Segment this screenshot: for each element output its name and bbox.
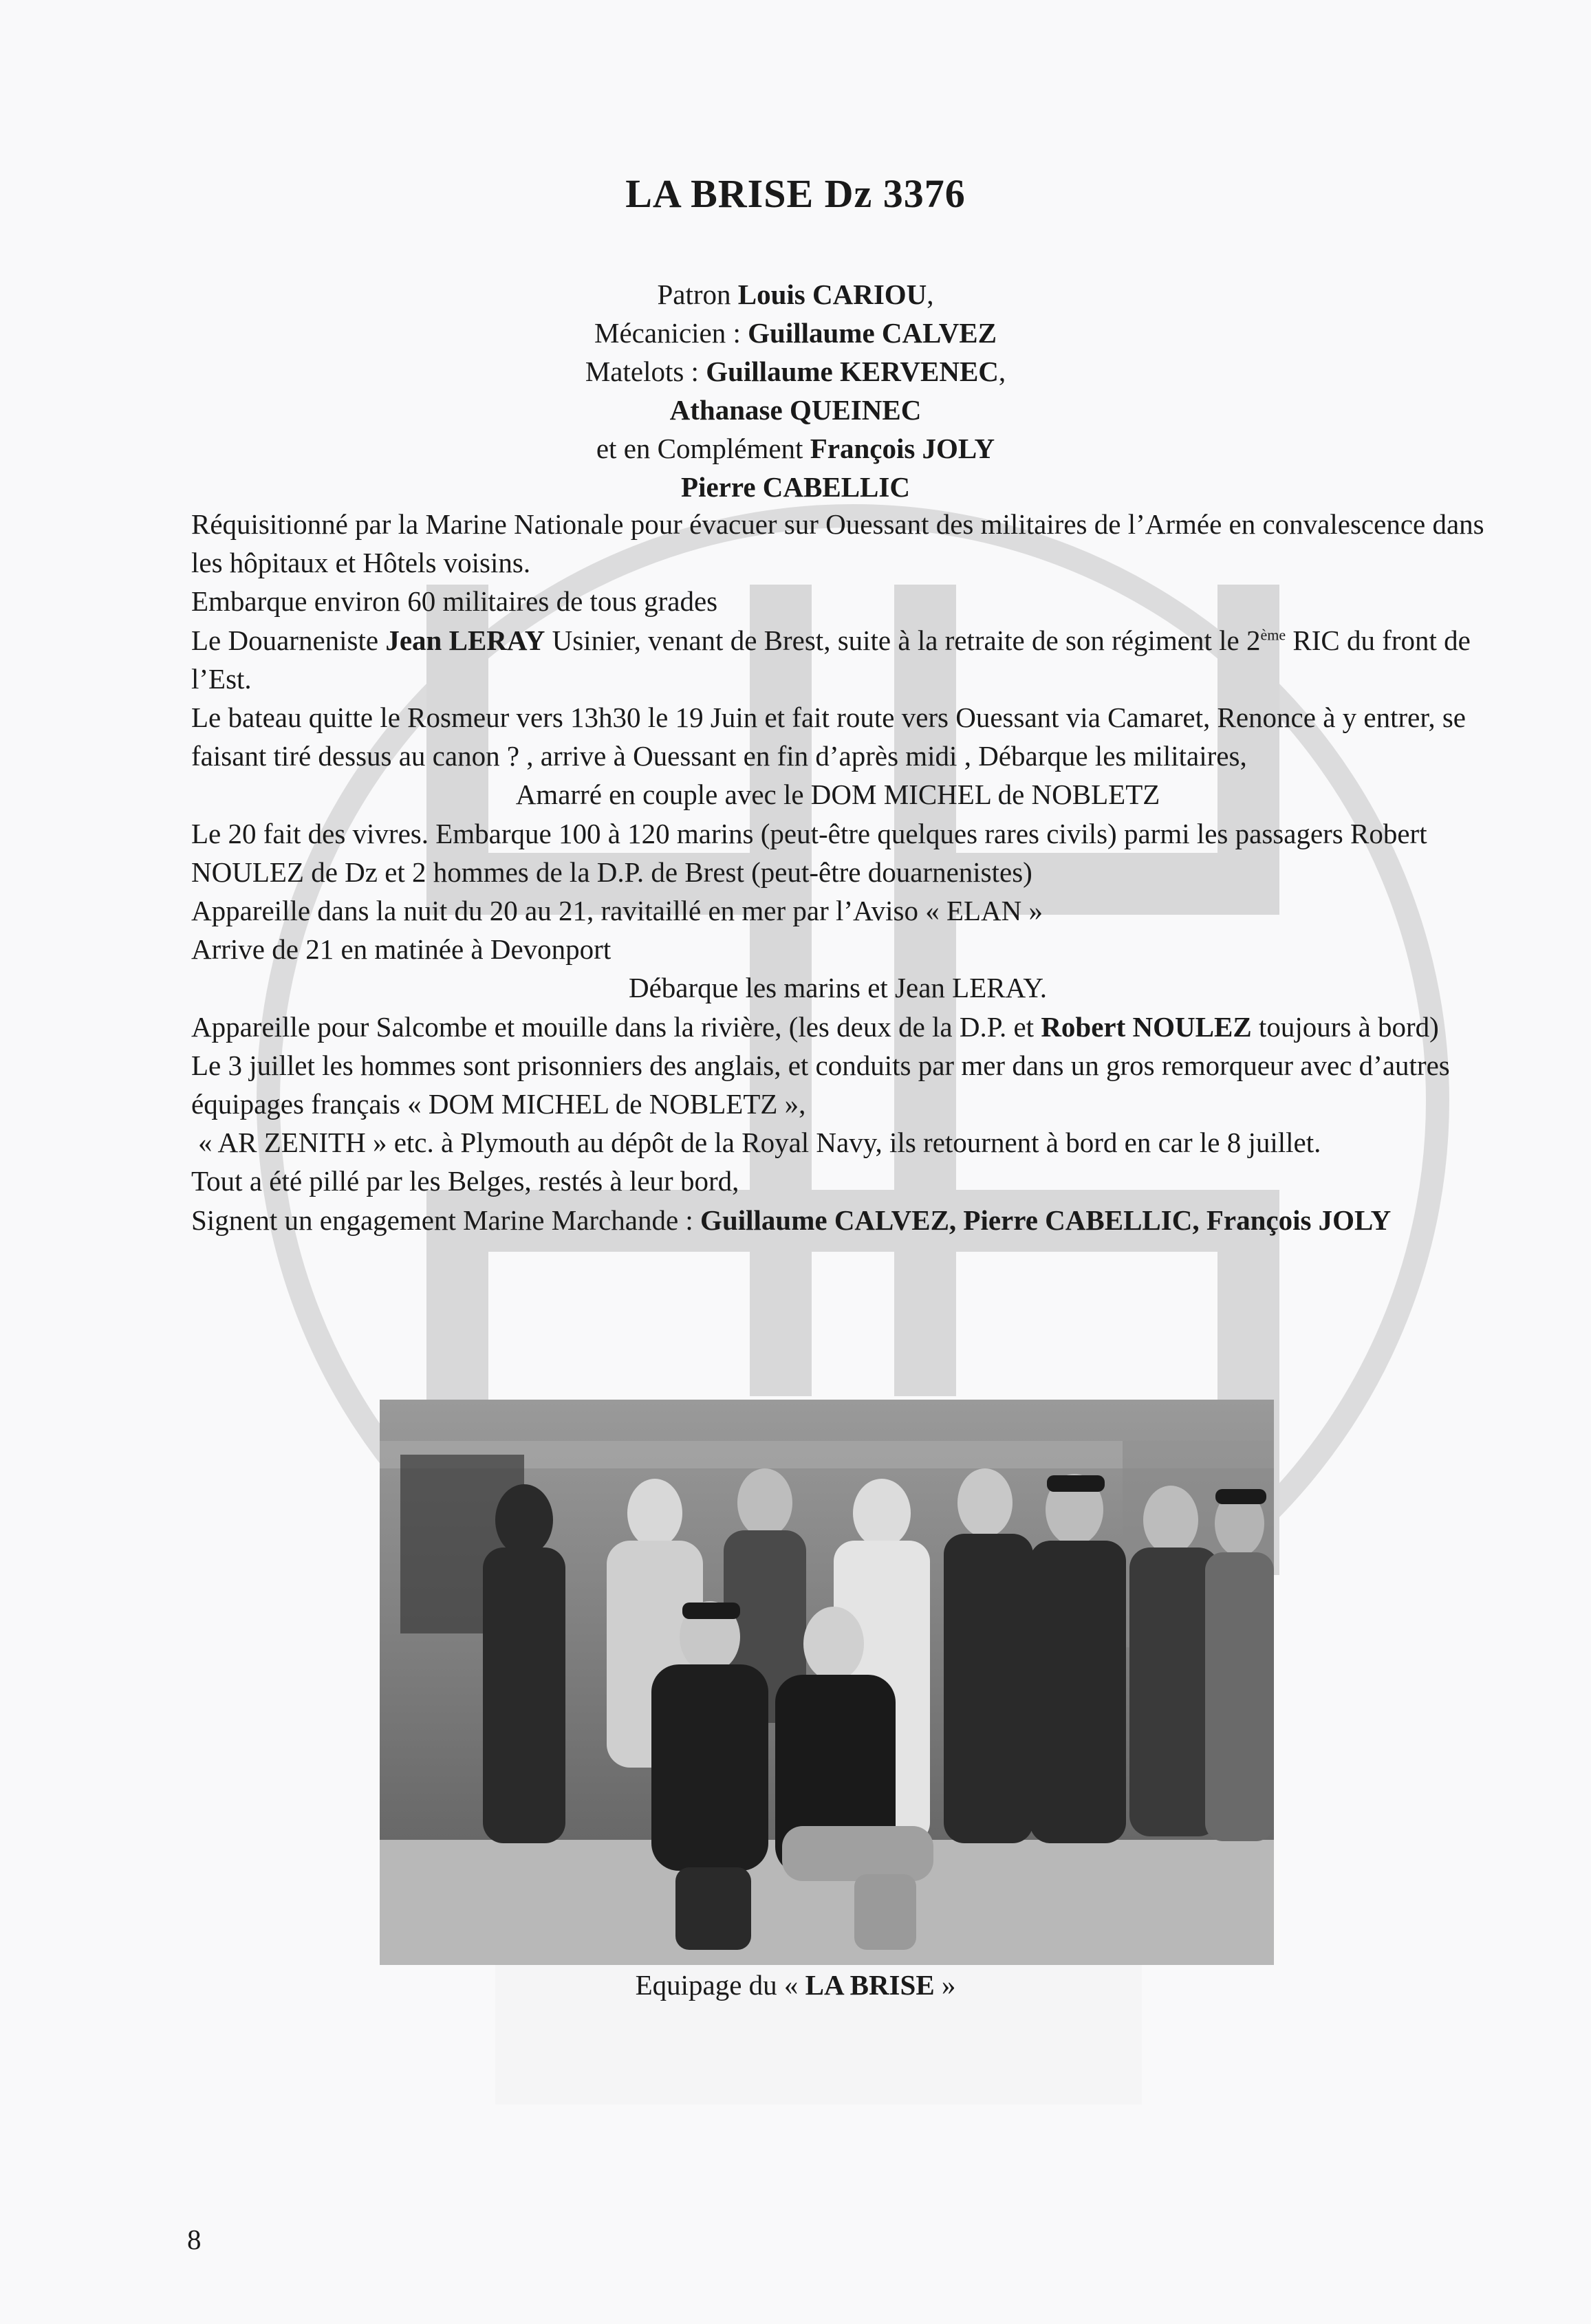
crew-matelot-1 xyxy=(0,352,1591,391)
crew-role-label: Matelots : xyxy=(585,356,706,387)
paragraph: Le bateau quitte le Rosmeur vers 13h30 le 19 Juin et fait route vers Ouessant via Camaret, Renonce à y entrer, se faisant tiré dessus au canon ? , arrive à Ouessant en fin d’après midi , Débarque les militaires, xyxy=(191,702,1466,772)
crew-name: Guillaume KERVENEC xyxy=(706,356,999,387)
paragraph: Le 20 fait des vivres. Embarque 100 à 120 marins (peut-être quelques rares civils) parmi les passagers Robert NOULEZ de Dz et 2 hommes de la D.P. de Brest (peut-être douarnenistes) xyxy=(191,817,1427,888)
person-name: Robert NOULEZ xyxy=(1041,1010,1252,1043)
paragraph xyxy=(191,1008,1484,1046)
page-title: LA BRISE Dz 3376 xyxy=(625,171,966,216)
crew-complement-1 xyxy=(0,429,1591,468)
crew-photo xyxy=(380,1400,1274,1965)
paragraph: Appareille dans la nuit du 20 au 21, ravitaillé en mer par l’Aviso « ELAN » xyxy=(191,895,1043,927)
text-span: RIC du front de l’Est. xyxy=(191,624,1471,695)
paragraph: Tout a été pillé par les Belges, restés à leur bord, xyxy=(191,1165,739,1197)
paragraph-centered: Débarque les marins et Jean LERAY. xyxy=(628,972,1048,1004)
paragraph: Arrive de 21 en matinée à Devonport xyxy=(191,933,611,966)
text-span: Appareille pour Salcombe et mouille dans la rivière, (les deux de la D.P. et xyxy=(191,1010,1041,1043)
paragraph xyxy=(191,621,1484,698)
photo-caption xyxy=(0,1968,1591,2001)
person-name: Jean LERAY xyxy=(385,624,545,656)
paragraph: Embarque environ 60 militaires de tous grades xyxy=(191,585,718,618)
page-number: 8 xyxy=(187,2224,202,2255)
crew-patron xyxy=(0,275,1591,314)
paragraph xyxy=(191,1201,1484,1239)
crew-punctuation: , xyxy=(927,279,934,310)
paragraph: « AR ZENITH » etc. à Plymouth au dépôt de la Royal Navy, ils retournent à bord en car le 8 juillet. xyxy=(198,1127,1321,1159)
crew-role-label: Patron xyxy=(657,279,738,310)
paragraph-centered: Amarré en couple avec le DOM MICHEL de NOBLETZ xyxy=(515,779,1160,811)
superscript: ème xyxy=(1260,625,1286,643)
text-span: Signent un engagement Marine Marchande : xyxy=(191,1204,701,1236)
crew-matelot-2 xyxy=(0,391,1591,429)
crew-role-label: Mécanicien : xyxy=(594,317,748,349)
body-text xyxy=(191,505,1484,1239)
crew-name: Pierre CABELLIC xyxy=(681,471,910,503)
crew-photo-icon xyxy=(380,1400,1274,1965)
paragraph: Le 3 juillet les hommes sont prisonniers des anglais, et conduits par mer dans un gros remorqueur avec d’autres équipages français « DOM MICHEL de NOBLETZ », xyxy=(191,1049,1450,1120)
caption-boat-name: LA BRISE xyxy=(805,1969,935,2001)
paragraph: Réquisitionné par la Marine Nationale pour évacuer sur Ouessant des militaires de l’Armée en convalescence dans les hôpitaux et Hôtels voisins. xyxy=(191,508,1484,579)
text-span: Le Douarneniste xyxy=(191,624,386,656)
crew-complement-2 xyxy=(0,468,1591,506)
text-span: Usinier, venant de Brest, suite à la retraite de son régiment le 2 xyxy=(545,624,1261,656)
crew-role-label: et en Complément xyxy=(596,433,810,464)
crew-punctuation: , xyxy=(998,356,1006,387)
crew-mecanicien xyxy=(0,314,1591,352)
text-span: toujours à bord) xyxy=(1251,1010,1439,1043)
caption-text: » xyxy=(934,1969,956,2001)
crew-name: Guillaume CALVEZ xyxy=(748,317,997,349)
caption-text: Equipage du « xyxy=(635,1969,805,2001)
person-names: Guillaume CALVEZ, Pierre CABELLIC, François JOLY xyxy=(700,1204,1392,1236)
crew-name: François JOLY xyxy=(810,433,995,464)
crew-list xyxy=(0,275,1591,506)
crew-name: Athanase QUEINEC xyxy=(669,394,922,426)
crew-name: Louis CARIOU xyxy=(737,279,927,310)
